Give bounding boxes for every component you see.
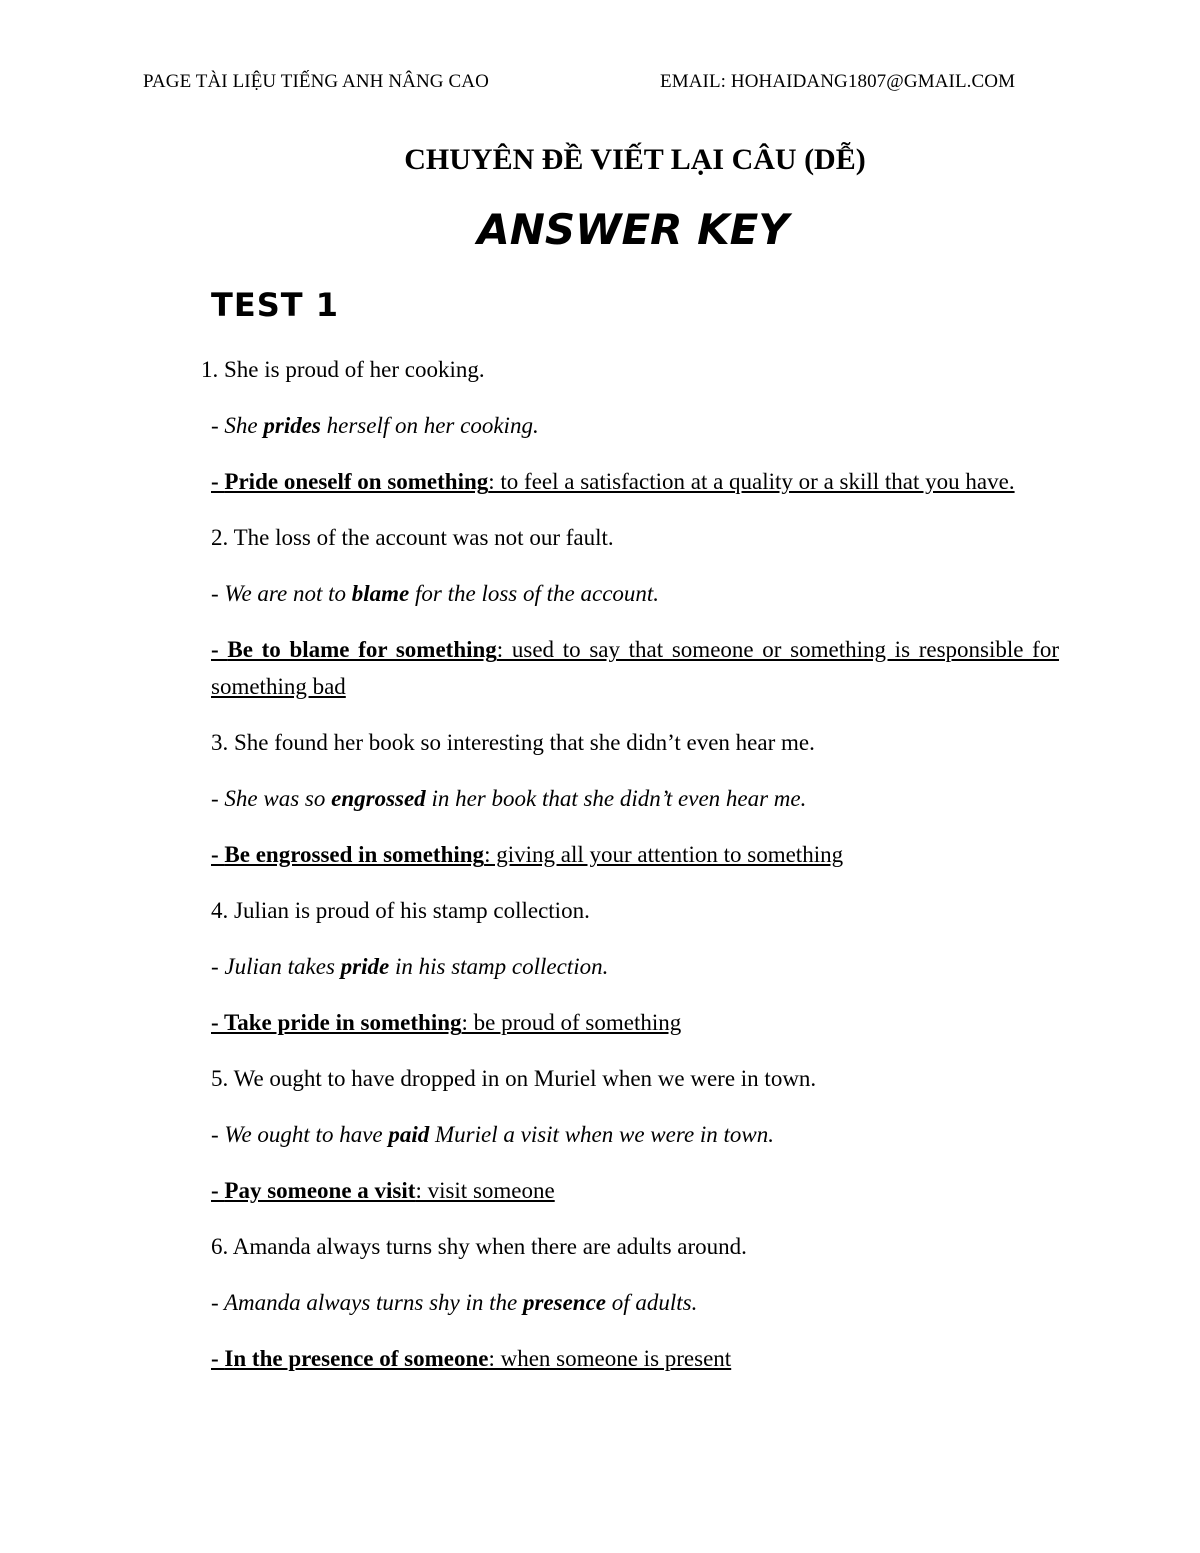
definition-phrase: Be engrossed in something	[224, 842, 485, 867]
definition-meaning: : to feel a satisfaction at a quality or a skill that you have.	[488, 469, 1015, 494]
answer-item-6	[211, 1228, 1059, 1377]
definition-meaning: : be proud of something	[461, 1010, 682, 1035]
answer-list	[201, 351, 1059, 1396]
answer-text: - She was so	[211, 786, 332, 811]
definition-meaning: : visit someone	[415, 1178, 555, 1203]
definition-prefix: -	[211, 1010, 224, 1035]
definition-phrase: In the presence of someone	[224, 1346, 489, 1371]
original-sentence: 1. She is proud of her cooking.	[201, 357, 485, 382]
definition-phrase: Pay someone a visit	[224, 1178, 416, 1203]
original-sentence: 5. We ought to have dropped in on Muriel when we were in town.	[211, 1066, 817, 1091]
answer-item-1	[201, 351, 1059, 500]
answer-text: - We ought to have	[211, 1122, 389, 1147]
answer-text: - We are not to	[211, 581, 352, 606]
answer-text: Muriel a visit when we were in town.	[429, 1122, 775, 1147]
rewritten-sentence	[211, 780, 1059, 817]
page-header	[143, 71, 1058, 97]
definition-meaning: : used to say that someone or something is responsible for something bad	[211, 637, 1059, 699]
definition-meaning: : giving all your attention to something	[484, 842, 844, 867]
answer-text: in her book that she didn’t even hear me.	[425, 786, 807, 811]
answer-text: in his stamp collection.	[389, 954, 609, 979]
phrase-definition	[211, 1340, 1059, 1377]
answer-item-3	[211, 724, 1059, 873]
answer-text: for the loss of the account.	[409, 581, 660, 606]
answer-keyword: pride	[340, 954, 390, 979]
answer-item-5	[211, 1060, 1059, 1209]
definition-prefix: -	[211, 1346, 225, 1371]
rewritten-sentence	[211, 1116, 1059, 1153]
test-heading: TEST 1	[211, 286, 339, 324]
definition-phrase: Take pride in something	[224, 1010, 462, 1035]
definition-phrase: Pride oneself on something	[224, 469, 489, 494]
answer-keyword: blame	[351, 581, 410, 606]
document-title: CHUYÊN ĐỀ VIẾT LẠI CÂU (DỄ)	[404, 143, 866, 176]
definition-prefix: -	[211, 637, 228, 662]
definition-prefix: -	[211, 842, 225, 867]
answer-text: herself on her cooking.	[320, 413, 539, 438]
answer-text: - Julian takes	[211, 954, 341, 979]
answer-text: - She	[211, 413, 264, 438]
phrase-definition	[211, 463, 1059, 500]
definition-meaning: : when someone is present	[488, 1346, 732, 1371]
answer-text: - Amanda always turns shy in the	[211, 1290, 523, 1315]
original-sentence: 6. Amanda always turns shy when there are adults around.	[211, 1234, 747, 1259]
original-sentence: 3. She found her book so interesting that she didn’t even hear me.	[211, 730, 815, 755]
phrase-definition	[211, 836, 1059, 873]
answer-keyword: prides	[263, 413, 321, 438]
phrase-definition	[211, 1004, 1059, 1041]
answer-text: of adults.	[606, 1290, 698, 1315]
phrase-definition	[211, 631, 1059, 705]
rewritten-sentence	[211, 948, 1059, 985]
answer-keyword: presence	[522, 1290, 607, 1315]
original-sentence: 2. The loss of the account was not our fault.	[211, 525, 614, 550]
definition-prefix: -	[211, 469, 225, 494]
definition-phrase: Be to blame for something	[227, 637, 497, 662]
header-page-name: PAGE TÀI LIỆU TIẾNG ANH NÂNG CAO	[143, 71, 489, 92]
answer-key-heading: ANSWER KEY	[477, 205, 789, 254]
header-email: EMAIL: HOHAIDANG1807@GMAIL.COM	[660, 71, 1016, 92]
rewritten-sentence	[211, 1284, 1059, 1321]
rewritten-sentence	[211, 407, 1059, 444]
answer-item-2	[211, 519, 1059, 705]
phrase-definition	[211, 1172, 1059, 1209]
answer-keyword: paid	[388, 1122, 430, 1147]
original-sentence: 4. Julian is proud of his stamp collection.	[211, 898, 590, 923]
rewritten-sentence	[211, 575, 1059, 612]
answer-item-4	[211, 892, 1059, 1041]
definition-prefix: -	[211, 1178, 225, 1203]
answer-keyword: engrossed	[331, 786, 426, 811]
